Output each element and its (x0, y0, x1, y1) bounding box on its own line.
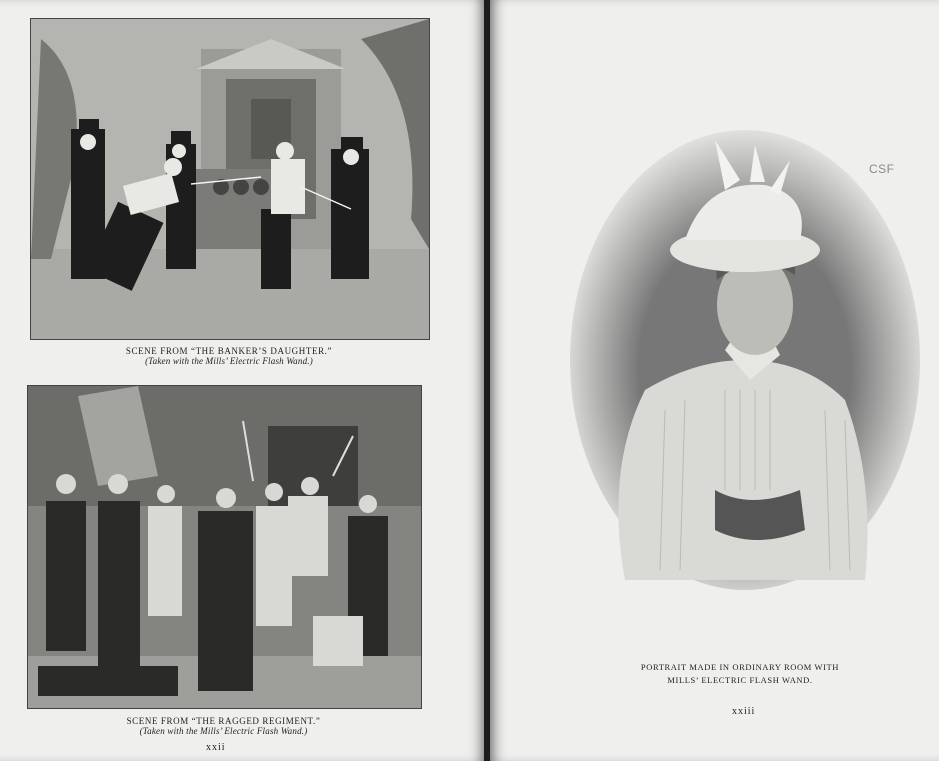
ragged-regiment-stage-photo (27, 385, 422, 709)
watermark-right: CSF (869, 162, 895, 176)
portrait-caption (590, 661, 890, 687)
left-page-number: xxii (206, 742, 226, 753)
figure-1-credit: (Taken with the Mills’ Electric Flash Wand.) (145, 356, 313, 366)
figure-1-title: SCENE FROM “THE BANKER’S DAUGHTER.” (125, 346, 333, 356)
portrait-caption-line1: PORTRAIT MADE IN ORDINARY ROOM WITH (640, 662, 840, 672)
woman-portrait-photo (565, 110, 925, 590)
figure-2-title: SCENE FROM “THE RAGGED REGIMENT.” (126, 716, 321, 726)
portrait-caption-line2: MILLS’ ELECTRIC FLASH WAND. (667, 675, 813, 685)
figure-2-caption (27, 716, 420, 736)
right-page-number: xxiii (732, 706, 756, 717)
figure-1-caption (30, 346, 428, 366)
figure-2-credit: (Taken with the Mills’ Electric Flash Wand.) (139, 726, 308, 736)
bankers-daughter-stage-photo (30, 18, 430, 340)
